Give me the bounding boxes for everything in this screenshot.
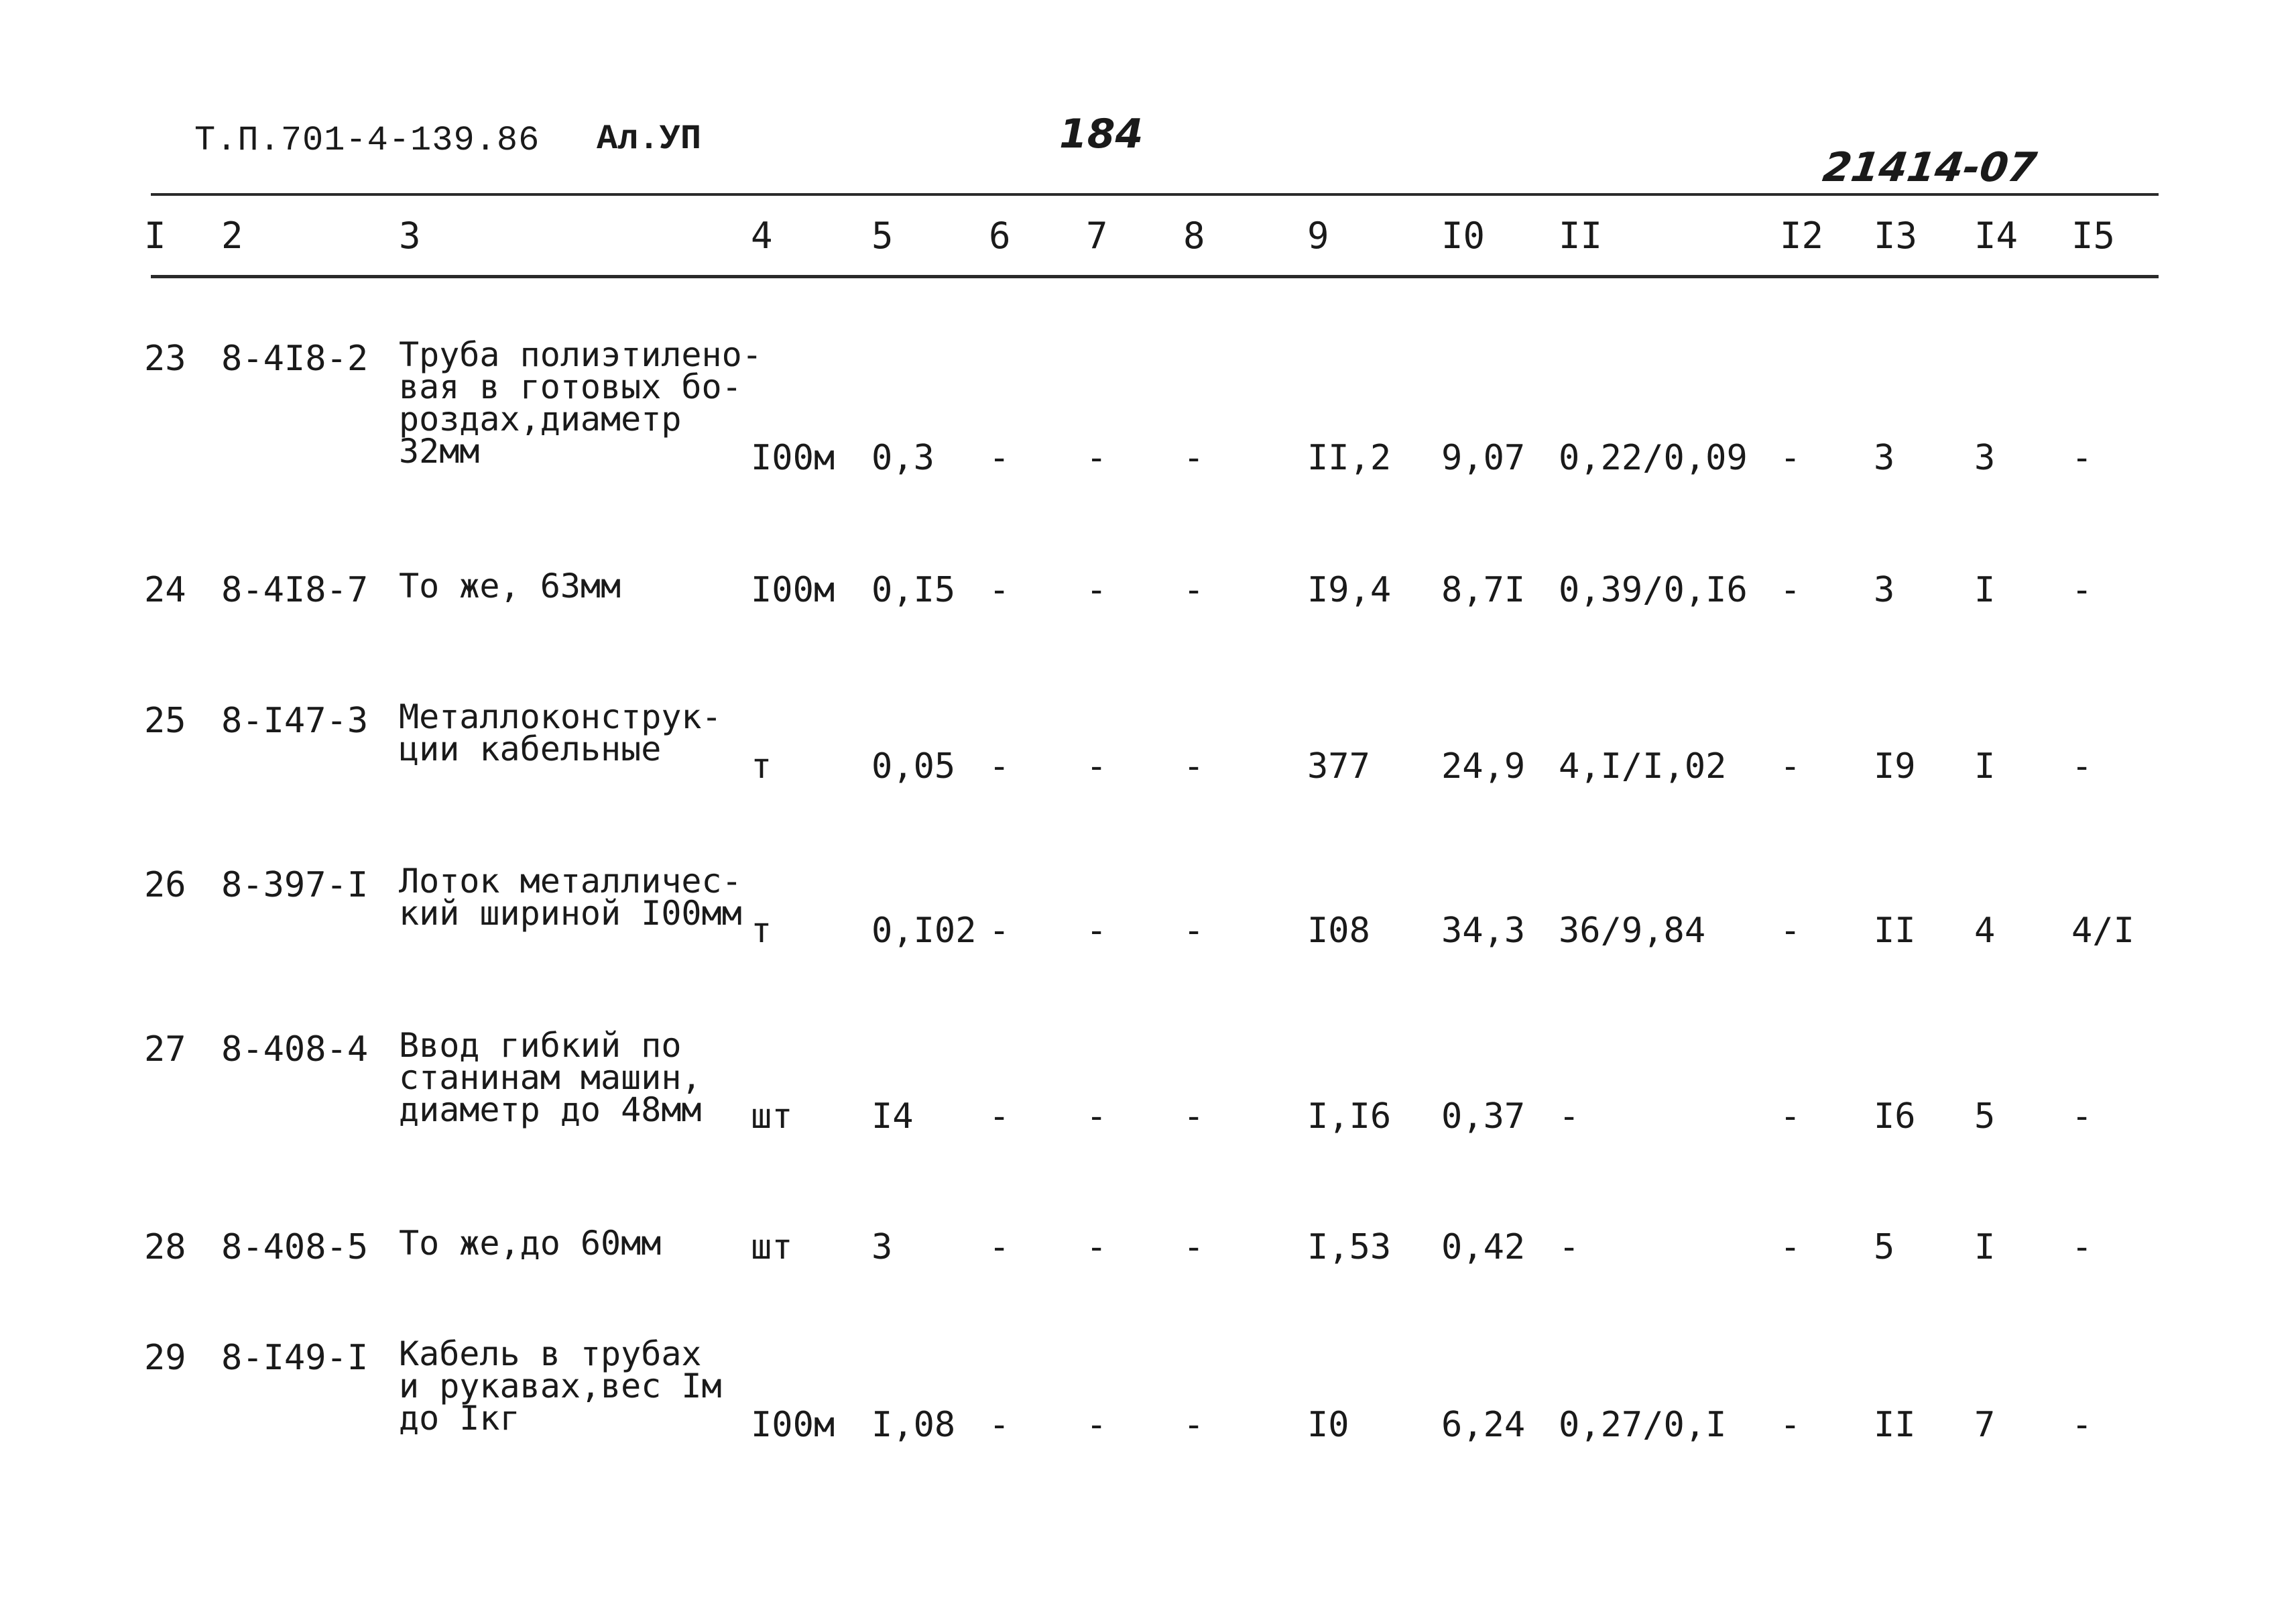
col-9-value: II,2 <box>1307 438 1392 478</box>
col-6-value: - <box>989 1096 1010 1137</box>
col-7-value: - <box>1086 746 1107 787</box>
row-number: 26 <box>144 865 186 905</box>
col-9-value: I,53 <box>1307 1227 1392 1267</box>
col-10-value: 34,3 <box>1441 911 1526 951</box>
col-7-value: - <box>1086 570 1107 610</box>
col-13-value: II <box>1874 911 1916 951</box>
col-12-value: - <box>1780 746 1801 787</box>
col-15-value: - <box>2071 746 2093 787</box>
header-top-rule <box>151 193 2159 196</box>
col-11-value: - <box>1559 1096 1580 1137</box>
col-7-value: - <box>1086 1096 1107 1137</box>
work-description-line: То же, 63мм <box>399 567 621 606</box>
quantity: 0,3 <box>871 438 934 478</box>
unit-of-measure: т <box>751 911 772 951</box>
header-bottom-rule <box>151 275 2159 278</box>
col-12-value: - <box>1780 911 1801 951</box>
col-12-value: - <box>1780 1227 1801 1267</box>
quantity: 0,I02 <box>871 911 977 951</box>
row-number: 24 <box>144 570 186 610</box>
estimate-code: 8-4I8-2 <box>221 339 369 379</box>
work-description-line: То же,до 60мм <box>399 1224 662 1263</box>
col-11-value: 4,I/I,02 <box>1559 746 1727 787</box>
col-12-value: - <box>1780 438 1801 478</box>
unit-of-measure: I00м <box>751 1405 835 1445</box>
col-12-value: - <box>1780 1405 1801 1445</box>
col-14-value: I <box>1974 746 1996 787</box>
col-15-value: - <box>2071 570 2093 610</box>
col-10-value: 9,07 <box>1441 438 1526 478</box>
quantity: 0,I5 <box>871 570 956 610</box>
col-14-value: 3 <box>1974 438 1996 478</box>
column-header-8: 8 <box>1183 215 1205 257</box>
col-8-value: - <box>1183 1227 1205 1267</box>
row-number: 23 <box>144 339 186 379</box>
work-description-line: ции кабельные <box>399 730 662 768</box>
col-10-value: 8,7I <box>1441 570 1526 610</box>
col-15-value: - <box>2071 1096 2093 1137</box>
row-number: 27 <box>144 1029 186 1070</box>
col-10-value: 24,9 <box>1441 746 1526 787</box>
col-15-value: - <box>2071 438 2093 478</box>
column-header-10: I0 <box>1441 215 1486 257</box>
col-14-value: I <box>1974 1227 1996 1267</box>
col-15-value: - <box>2071 1227 2093 1267</box>
col-6-value: - <box>989 1227 1010 1267</box>
col-9-value: I9,4 <box>1307 570 1392 610</box>
col-6-value: - <box>989 1405 1010 1445</box>
col-8-value: - <box>1183 1096 1205 1137</box>
col-11-value: 36/9,84 <box>1559 911 1706 951</box>
col-11-value: 0,39/0,I6 <box>1559 570 1748 610</box>
col-8-value: - <box>1183 746 1205 787</box>
col-9-value: I08 <box>1307 911 1370 951</box>
col-7-value: - <box>1086 911 1107 951</box>
col-14-value: 5 <box>1974 1096 1996 1137</box>
column-header-14: I4 <box>1974 215 2018 257</box>
work-description-line: Труба полиэтилено- <box>399 335 762 374</box>
col-11-value: 0,27/0,I <box>1559 1405 1727 1445</box>
col-6-value: - <box>989 911 1010 951</box>
col-10-value: 6,24 <box>1441 1405 1526 1445</box>
col-13-value: 5 <box>1874 1227 1895 1267</box>
album-number: Ал.УП <box>597 119 702 159</box>
column-header-7: 7 <box>1086 215 1108 257</box>
work-description-line: вая в готовых бо- <box>399 367 742 406</box>
col-6-value: - <box>989 438 1010 478</box>
estimate-code: 8-408-4 <box>221 1029 369 1070</box>
work-description-line: Ввод гибкий по <box>399 1026 682 1065</box>
work-description-line: станинам машин, <box>399 1058 702 1097</box>
work-description-line: Кабель в трубах <box>399 1334 702 1373</box>
col-7-value: - <box>1086 438 1107 478</box>
work-description-line: до Iкг <box>399 1399 520 1438</box>
col-14-value: 7 <box>1974 1405 1996 1445</box>
estimate-code: 8-397-I <box>221 865 369 905</box>
quantity: I4 <box>871 1096 914 1137</box>
unit-of-measure: т <box>751 746 772 787</box>
col-12-value: - <box>1780 1096 1801 1137</box>
col-13-value: 3 <box>1874 570 1895 610</box>
col-14-value: 4 <box>1974 911 1996 951</box>
col-15-value: 4/I <box>2071 911 2134 951</box>
col-14-value: I <box>1974 570 1996 610</box>
col-11-value: 0,22/0,09 <box>1559 438 1748 478</box>
quantity: I,08 <box>871 1405 956 1445</box>
col-7-value: - <box>1086 1405 1107 1445</box>
col-9-value: I0 <box>1307 1405 1349 1445</box>
column-header-6: 6 <box>989 215 1011 257</box>
row-number: 28 <box>144 1227 186 1267</box>
col-9-value: 377 <box>1307 746 1370 787</box>
work-description-line: 32мм <box>399 432 480 471</box>
unit-of-measure: I00м <box>751 570 835 610</box>
estimate-code: 8-I49-I <box>221 1338 369 1378</box>
col-8-value: - <box>1183 438 1205 478</box>
work-description-line: кий шириной I00мм <box>399 894 742 933</box>
col-6-value: - <box>989 570 1010 610</box>
column-header-4: 4 <box>751 215 773 257</box>
work-description-line: роздах,диаметр <box>399 400 682 439</box>
col-13-value: 3 <box>1874 438 1895 478</box>
col-8-value: - <box>1183 911 1205 951</box>
col-13-value: II <box>1874 1405 1916 1445</box>
col-8-value: - <box>1183 1405 1205 1445</box>
page-number: 184 <box>1059 111 1144 158</box>
column-header-5: 5 <box>871 215 894 257</box>
work-description-line: диаметр до 48мм <box>399 1090 702 1129</box>
archive-number: 21414-07 <box>1820 144 2040 191</box>
work-description-line: Лоток металличес- <box>399 862 742 901</box>
column-header-11: II <box>1559 215 1603 257</box>
quantity: 3 <box>871 1227 893 1267</box>
col-13-value: I6 <box>1874 1096 1916 1137</box>
col-9-value: I,I6 <box>1307 1096 1392 1137</box>
col-12-value: - <box>1780 570 1801 610</box>
document-code: Т.П.701-4-139.86 <box>194 121 540 160</box>
estimate-code: 8-I47-3 <box>221 701 369 741</box>
col-10-value: 0,37 <box>1441 1096 1526 1137</box>
col-15-value: - <box>2071 1405 2093 1445</box>
col-7-value: - <box>1086 1227 1107 1267</box>
row-number: 29 <box>144 1338 186 1378</box>
column-header-3: 3 <box>399 215 421 257</box>
column-header-15: I5 <box>2071 215 2116 257</box>
column-header-9: 9 <box>1307 215 1329 257</box>
column-header-2: 2 <box>221 215 243 257</box>
col-6-value: - <box>989 746 1010 787</box>
col-13-value: I9 <box>1874 746 1916 787</box>
col-10-value: 0,42 <box>1441 1227 1526 1267</box>
column-header-12: I2 <box>1780 215 1824 257</box>
col-8-value: - <box>1183 570 1205 610</box>
column-header-1: I <box>144 215 166 257</box>
work-description-line: Металлоконструк- <box>399 697 722 736</box>
unit-of-measure: I00м <box>751 438 835 478</box>
column-header-13: I3 <box>1874 215 1918 257</box>
work-description-line: и рукавах,вес Iм <box>399 1367 722 1405</box>
col-11-value: - <box>1559 1227 1580 1267</box>
row-number: 25 <box>144 701 186 741</box>
quantity: 0,05 <box>871 746 956 787</box>
estimate-code: 8-4I8-7 <box>221 570 369 610</box>
unit-of-measure: шт <box>751 1227 793 1267</box>
estimate-code: 8-408-5 <box>221 1227 369 1267</box>
unit-of-measure: шт <box>751 1096 793 1137</box>
